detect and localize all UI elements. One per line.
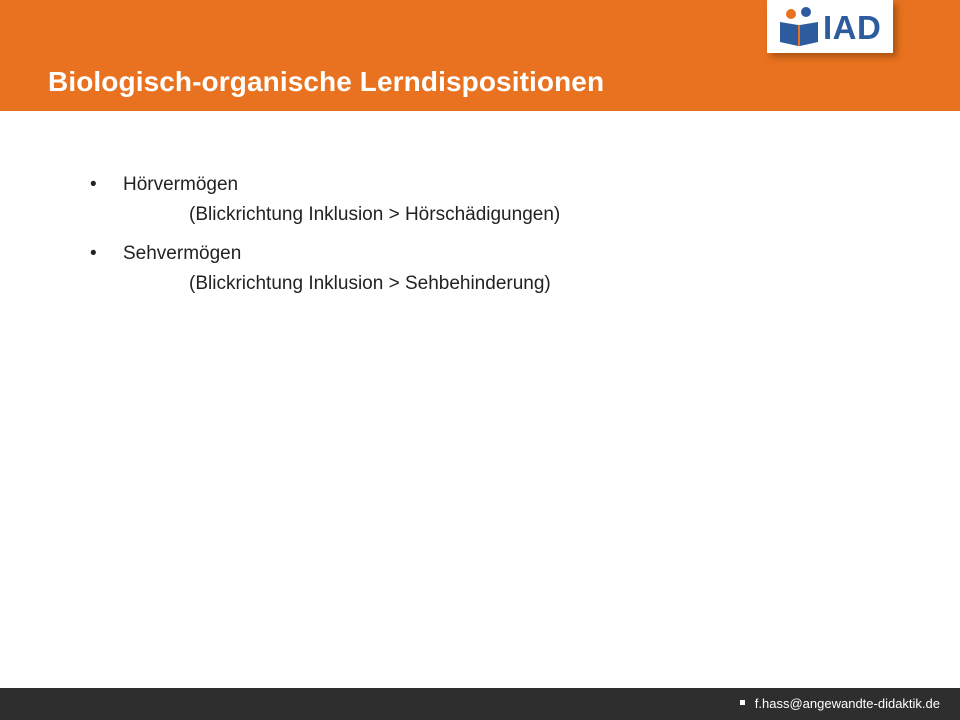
logo [767, 0, 893, 53]
bullet-subtext: (Blickrichtung Inklusion > Hörschädigungen) [189, 204, 561, 225]
bullet-icon: • [90, 174, 97, 195]
slide-title: Biologisch-organische Lerndispositionen [48, 66, 605, 97]
footer-email[interactable]: f.hass@angewandte-didaktik.de [754, 696, 940, 711]
footer-email-container [740, 696, 940, 711]
list-item [90, 170, 850, 230]
logo-text: IAD [823, 9, 882, 46]
iad-logo-icon [777, 6, 821, 48]
square-bullet-icon [740, 700, 745, 705]
list-item [90, 239, 850, 299]
bullet-icon: • [90, 243, 97, 264]
bullet-subtext: (Blickrichtung Inklusion > Sehbehinderung) [189, 273, 551, 294]
bullet-text: Hörvermögen [123, 174, 239, 195]
bullet-list [90, 170, 850, 308]
bullet-text: Sehvermögen [123, 243, 242, 264]
footer-band [0, 688, 960, 720]
